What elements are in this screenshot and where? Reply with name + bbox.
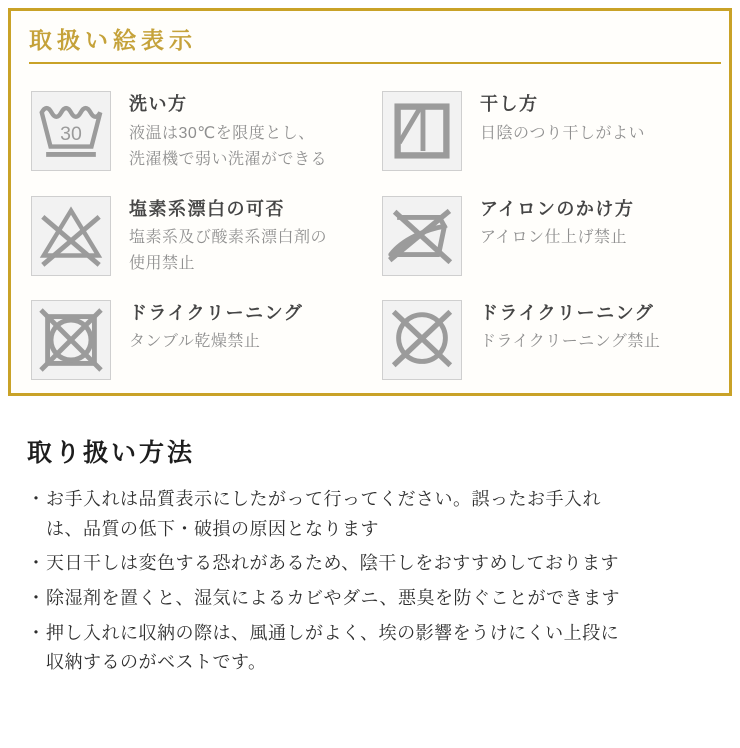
handling-note bbox=[27, 549, 627, 579]
no-tumble-dry-icon bbox=[31, 300, 111, 380]
wash-temp-label: 30 bbox=[60, 123, 82, 146]
handling-notes bbox=[27, 485, 640, 678]
care-item-title: ドライクリーニング bbox=[129, 302, 304, 323]
care-symbols-grid bbox=[11, 64, 729, 392]
bullet-marker: ・ bbox=[27, 553, 46, 574]
care-item-description: 日陰のつり干しがよい bbox=[480, 124, 646, 142]
handling-note bbox=[27, 485, 627, 544]
care-item-bleach bbox=[31, 196, 360, 277]
care-item-title: 干し方 bbox=[480, 94, 539, 115]
handling-note-text: 押し入れに収納の際は、風通しがよく、埃の影響をうけにくい上段に収納するのがベストです。 bbox=[46, 622, 620, 673]
handling-note bbox=[27, 584, 627, 614]
bullet-marker: ・ bbox=[27, 588, 46, 609]
care-item-dry-clean bbox=[382, 300, 711, 380]
care-item-description: 液温は30℃を限度とし、洗濯機で弱い洗濯ができる bbox=[129, 124, 328, 168]
no-iron-icon bbox=[382, 196, 462, 276]
no-chlorine-bleach-icon bbox=[31, 196, 111, 276]
bullet-marker: ・ bbox=[27, 622, 46, 643]
handling-note-text: 天日干しは変色する恐れがあるため、陰干しをおすすめしております bbox=[46, 553, 619, 574]
care-item-title: アイロンのかけ方 bbox=[480, 198, 635, 219]
handling-note bbox=[27, 619, 627, 678]
shade-dry-icon bbox=[382, 91, 462, 171]
care-item-wash bbox=[31, 91, 360, 172]
care-item-description: アイロン仕上げ禁止 bbox=[480, 229, 628, 247]
care-item-description: 塩素系及び酸素系漂白剤の使用禁止 bbox=[129, 229, 328, 273]
care-item-title: ドライクリーニング bbox=[480, 302, 655, 323]
no-dry-clean-icon bbox=[382, 300, 462, 380]
handling-title: 取り扱い方法 bbox=[27, 439, 196, 467]
care-item-dry bbox=[382, 91, 711, 172]
bullet-marker: ・ bbox=[27, 489, 46, 509]
product-care-page bbox=[0, 8, 740, 748]
care-item-tumble-dry bbox=[31, 300, 360, 380]
care-symbols-panel bbox=[8, 8, 732, 396]
handling-section bbox=[0, 433, 740, 678]
care-item-description: タンブル乾燥禁止 bbox=[129, 333, 261, 351]
care-item-title: 塩素系漂白の可否 bbox=[129, 198, 285, 219]
care-item-description: ドライクリーニング禁止 bbox=[480, 333, 661, 351]
wash-30-icon bbox=[31, 91, 111, 171]
handling-note-text: お手入れは品質表示にしたがって行ってください。誤ったお手入れは、品質の低下・破損の原因となります bbox=[46, 489, 601, 539]
care-symbols-panel-header bbox=[29, 28, 721, 64]
handling-note-text: 除湿剤を置くと、湿気によるカビやダニ、悪臭を防ぐことができます bbox=[46, 588, 621, 609]
care-symbols-panel-title: 取扱い絵表示 bbox=[29, 27, 197, 53]
care-item-title: 洗い方 bbox=[129, 94, 188, 115]
care-item-iron bbox=[382, 196, 711, 277]
